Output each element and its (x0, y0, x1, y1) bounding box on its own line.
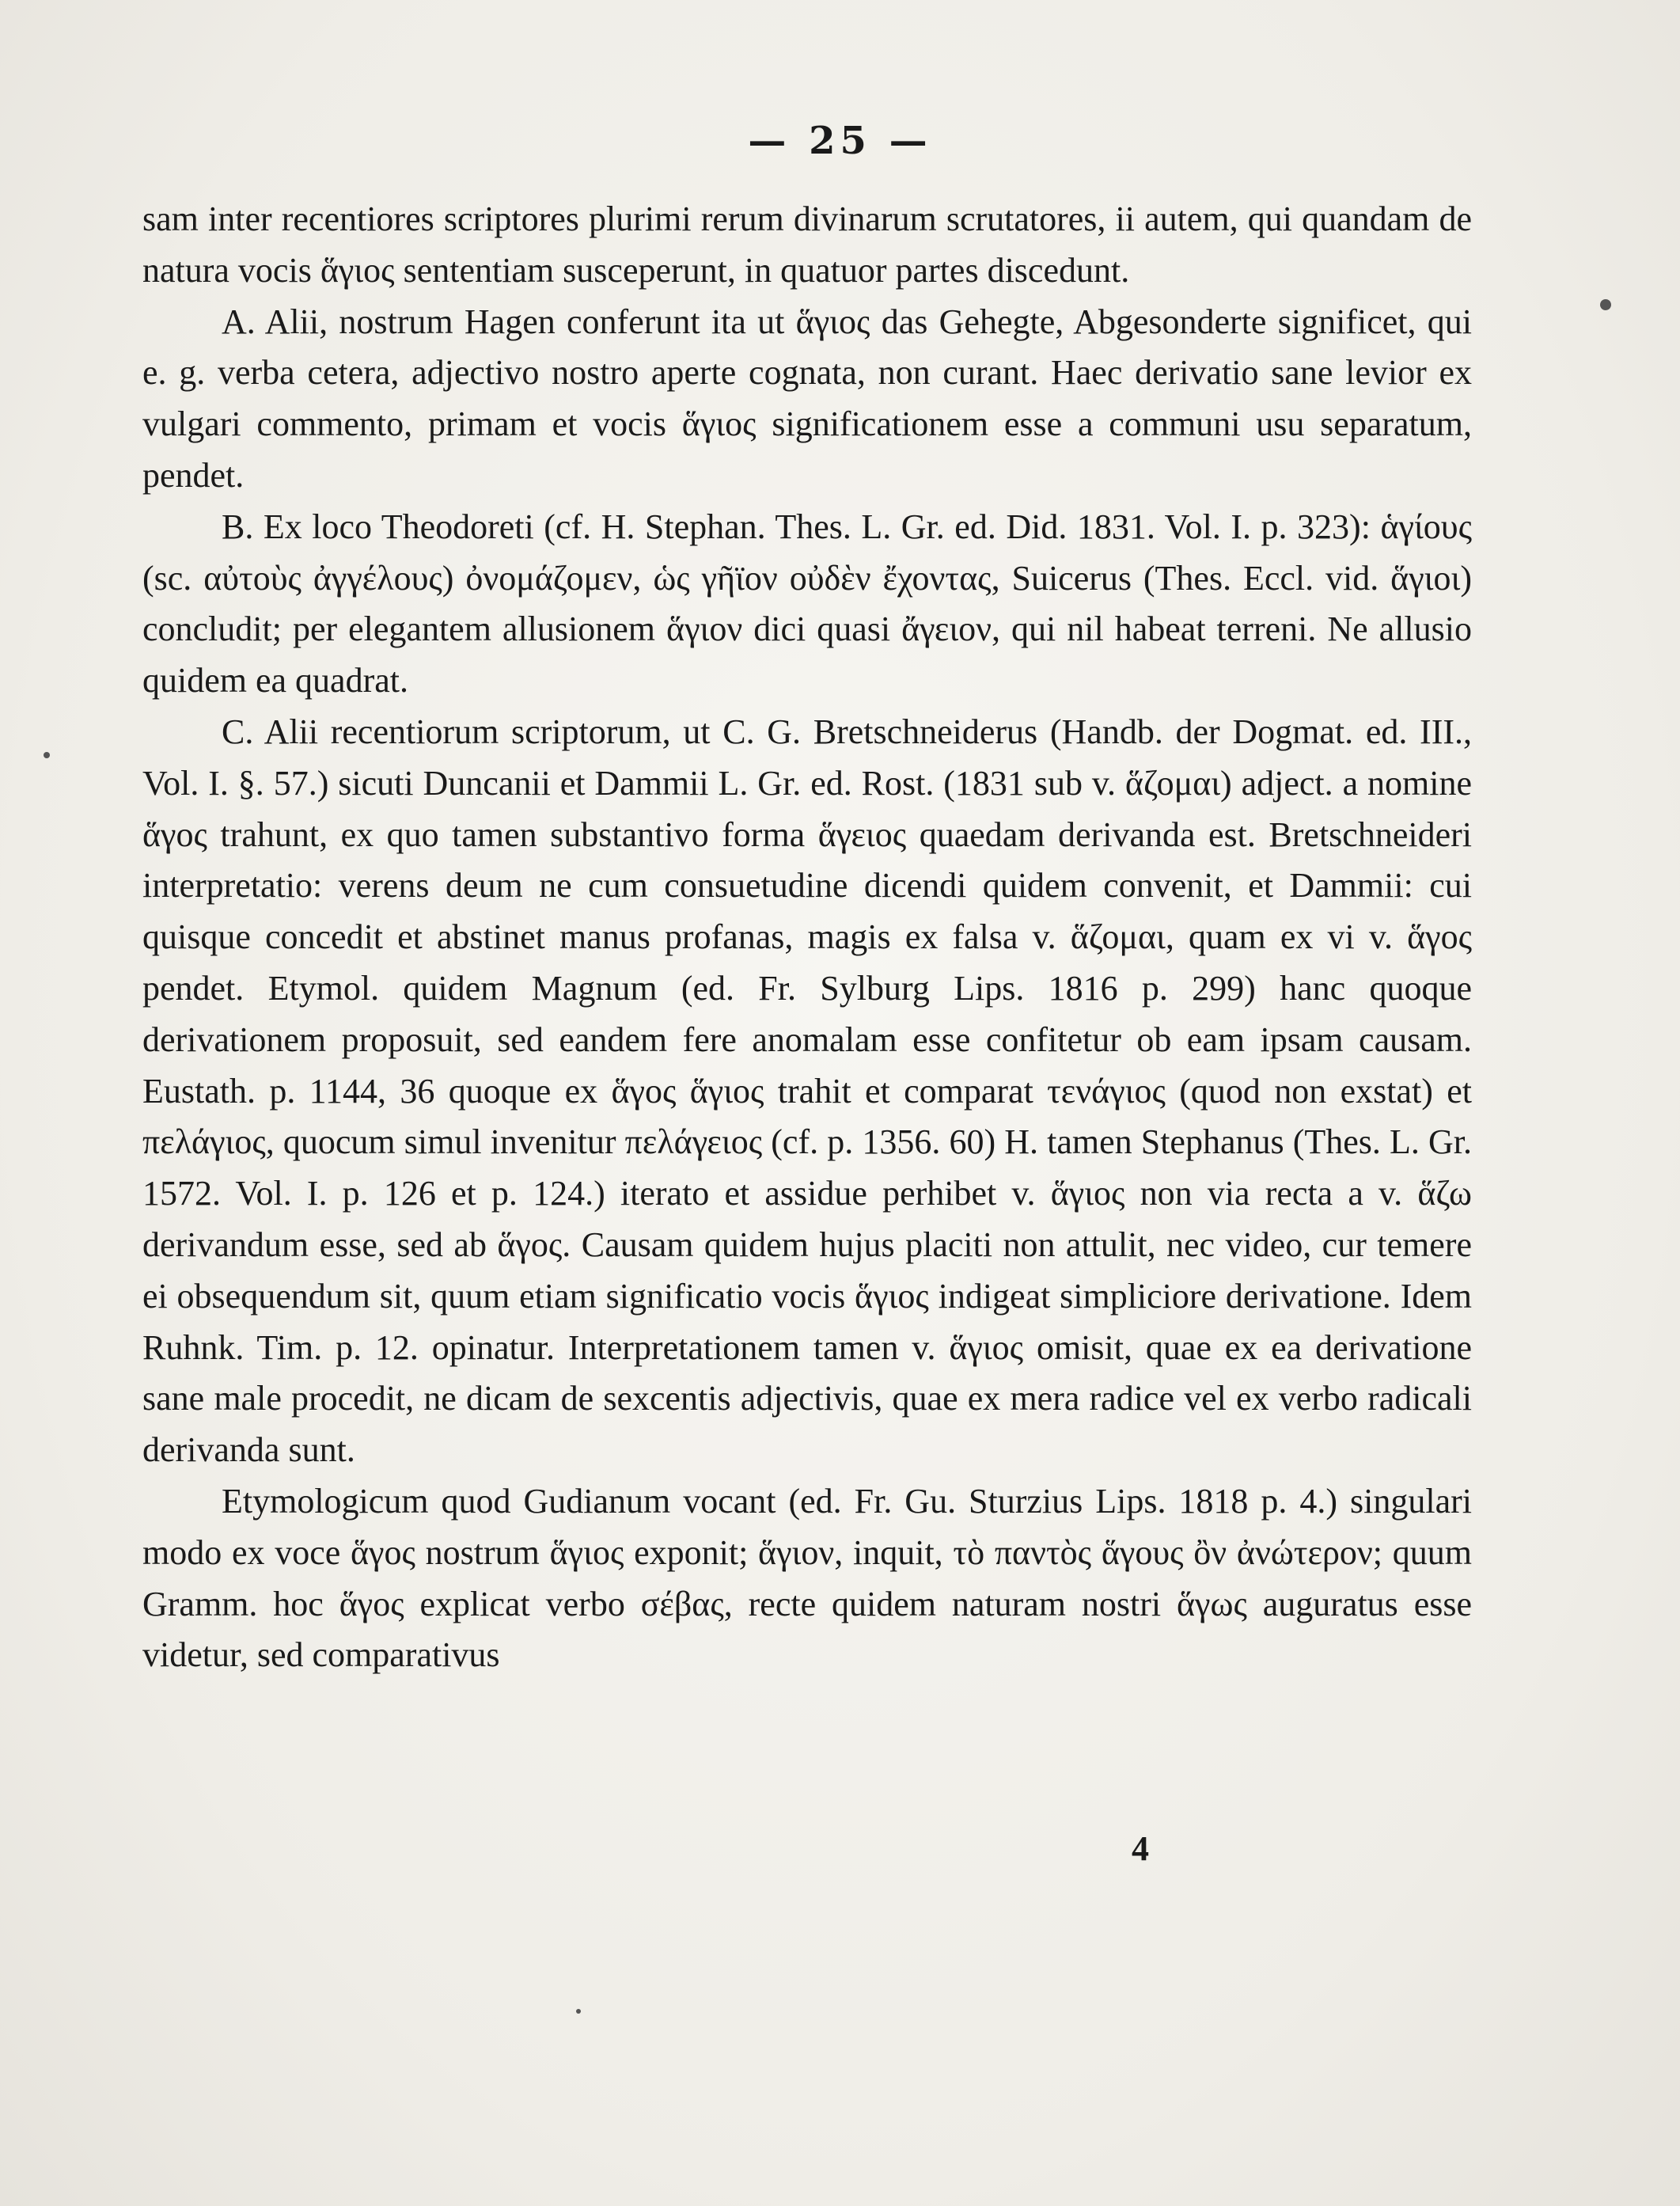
paragraph-a: A. Alii, nostrum Hagen conferunt ita ut ἅγιος das Gehegte, Abgesonderte significet, qui e. g. verba cetera, adjectivo nostro aperte cognata, non curant. Haec derivatio sane levior ex vulgari commento, primam et vocis ἅγιος significationem esse a communi usu separatum, pendet. (142, 302, 1472, 495)
ink-speck (44, 752, 50, 758)
paragraph-intro: sam inter recentiores scriptores plurimi rerum divinarum scrutatores, ii autem, qui quandam de natura vocis ἅγιος sententiam susceperunt, in quatuor partes discedunt. (142, 199, 1472, 290)
paragraph-b: B. Ex loco Theodoreti (cf. H. Stephan. Thes. L. Gr. ed. Did. 1831. Vol. I. p. 323): ἁγίους (sc. αὐτοὺς ἀγγέλους) ὀνομάζομεν, ὡς γῆϊον οὐδὲν ἔχοντας, Suicerus (Thes. Eccl. vid. ἅγιοι) concludit; per elegantem allusionem ἅγιον dici quasi ἄγειον, qui nil habeat terreni. Ne allusio quidem ea quadrat. (142, 507, 1472, 701)
body-text (142, 194, 1472, 1681)
page-header: — 25 — (748, 119, 932, 163)
ink-speck (1600, 299, 1611, 310)
paragraph-etymologicum: Etymologicum quod Gudianum vocant (ed. Fr. Gu. Sturzius Lips. 1818 p. 4.) singulari modo ex voce ἅγος nostrum ἅγιος exponit; ἅγιον, inquit, τὸ παντὸς ἅγους ὂν ἀνώτερον; quum Gramm. hoc ἅγος explicat verbo σέβας, recte quidem naturam nostri ἅγως auguratus esse videtur, sed comparativus (142, 1481, 1472, 1675)
ink-speck (576, 2009, 581, 2014)
signature-mark: 4 (1132, 1829, 1149, 1868)
paragraph-c: C. Alii recentiorum scriptorum, ut C. G. Bretschneiderus (Handb. der Dogmat. ed. III., Vol. I. §. 57.) sicuti Duncanii et Dammii L. Gr. ed. Rost. (1831 sub v. ἅζομαι) adject. a nomine ἅγος trahunt, ex quo tamen substantivo forma ἅγειος quaedam derivanda est. Bretschneideri interpretatio: verens deum ne cum consuetudine dicendi quidem convenit, et Dammii: cui quisque concedit et abstinet manus profanas, magis ex falsa v. ἅζομαι, quam ex vi v. ἅγος pendet. Etymol. quidem Magnum (ed. Fr. Sylburg Lips. 1816 p. 299) hanc quoque derivationem proposuit, sed eandem fere anomalam esse confitetur ob eam ipsam causam. Eustath. p. 1144, 36 quoque ex ἅγος ἅγιος trahit et comparat τενάγιος (quod non exstat) et πελάγιος, quocum simul invenitur πελάγειος (cf. p. 1356. 60) H. tamen Stephanus (Thes. L. Gr. 1572. Vol. I. p. 126 et p. 124.) iterato et assidue perhibet v. ἅγιος non via recta a v. ἅζω derivandum esse, sed ab ἅγος. Causam quidem hujus placiti non attulit, nec video, cur temere ei obsequendum sit, quum etiam significatio vocis ἅγιος indigeat simpliciore derivatione. Idem Ruhnk. Tim. p. 12. opinatur. Interpretationem tamen v. ἅγιος omisit, quae ex ea derivatione sane male procedit, ne dicam de sexcentis adjectivis, quae ex mera radice vel ex verbo radicali derivanda sunt. (142, 712, 1472, 1470)
